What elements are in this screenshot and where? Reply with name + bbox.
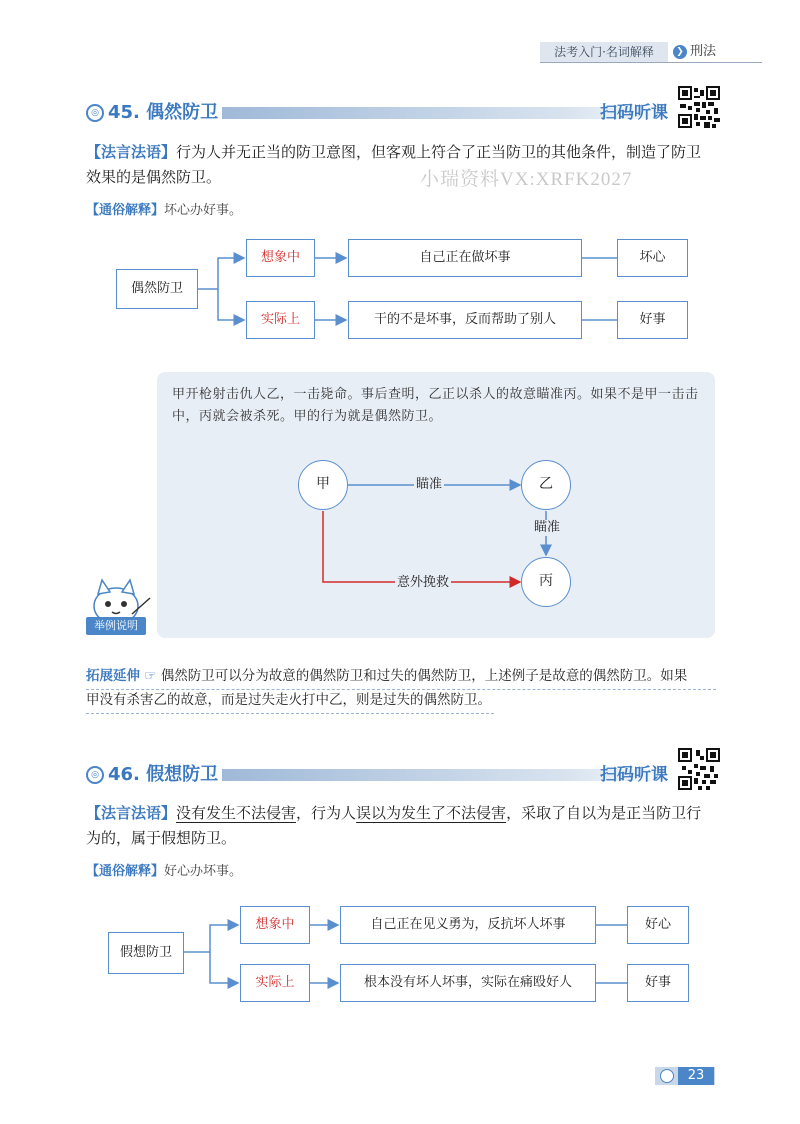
edge-label-jia-bing: 意外挽救 — [397, 575, 450, 590]
example-tag: 举例说明 — [86, 617, 146, 635]
result-actual: 好事 — [617, 301, 688, 339]
section-45-title: 45. 偶然防卫 — [108, 102, 219, 123]
branch-actual: 实际上 — [246, 301, 315, 339]
example-text: 甲开枪射击仇人乙，一击毙命。事后查明，乙正以杀人的故意瞄准丙。如果不是甲一击击中，丙就会被杀死。甲的行为就是偶然防卫。 — [172, 387, 699, 424]
section-46-title: 46. 假想防卫 — [108, 764, 219, 785]
header-subject: 刑法 — [690, 44, 717, 59]
result-imagined: 坏心 — [617, 239, 688, 277]
watermark-text: 小瑞资料VX:XRFK2027 — [420, 169, 633, 190]
branch-imagined: 想象中 — [246, 239, 315, 277]
dashed-rule — [86, 689, 716, 690]
law-label: 【法言法语】 — [86, 143, 177, 161]
extension-label: 拓展延伸 — [86, 668, 140, 684]
content-actual: 根本没有坏人坏事，实际在痛殴好人 — [340, 964, 596, 1002]
node-jia: 甲 — [298, 460, 348, 510]
law-text-line1: 行为人并无正当的防卫意图，但客观上符合了正当防卫的其他条件，制造了防卫 — [176, 143, 702, 161]
extension-line1: 偶然防卫可以分为故意的偶然防卫和过失的偶然防卫，上述例子是故意的偶然防卫。如果 — [160, 668, 688, 684]
law-underlined-1: 没有发生不法侵害 — [176, 804, 297, 822]
page-badge-icon — [660, 1069, 674, 1083]
qr-code-icon[interactable] — [678, 748, 720, 790]
section-badge-icon: ◎ — [86, 766, 104, 784]
result-imagined: 好心 — [627, 906, 689, 944]
extension-block — [86, 664, 726, 712]
section-badge-icon: ◎ — [86, 104, 104, 122]
branch-imagined: 想象中 — [240, 906, 310, 944]
section-46-title-bar — [86, 762, 726, 788]
plain-text: 坏心办好事。 — [164, 203, 243, 218]
content-imagined: 自己正在见义勇为，反抗坏人坏事 — [340, 906, 596, 944]
plain-label: 【通俗解释】 — [86, 203, 165, 218]
law-underlined-2: 误以为发生了不法侵害 — [356, 804, 507, 822]
scan-to-listen-label: 扫码听课 — [600, 765, 668, 785]
dashed-rule — [86, 713, 494, 714]
node-bing: 丙 — [521, 557, 571, 607]
content-actual: 干的不是坏事，反而帮助了别人 — [348, 301, 582, 339]
branch-actual: 实际上 — [240, 964, 310, 1002]
extension-line2: 甲没有杀害乙的故意，而是过失走火打中乙，则是过失的偶然防卫。 — [86, 692, 491, 708]
law-text-line2: 效果的是偶然防卫。 — [86, 168, 222, 186]
page-number: 23 — [678, 1067, 714, 1085]
law-label: 【法言法语】 — [86, 804, 177, 822]
header-chapter-tag: 法考入门·名词解释 — [540, 42, 668, 62]
law-text-line2: 为的，属于假想防卫。 — [86, 829, 237, 847]
root-node: 偶然防卫 — [116, 269, 198, 309]
chevron-right-icon: ❯ — [673, 45, 687, 59]
sec46-plain-explanation — [86, 862, 242, 882]
root-node: 假想防卫 — [108, 932, 184, 974]
pointing-hand-icon: ☞ — [144, 668, 157, 684]
node-yi: 乙 — [521, 460, 571, 510]
edge-label-yi-bing: 瞄准 — [534, 520, 561, 535]
content-imagined: 自己正在做坏事 — [348, 239, 582, 277]
sec46-law-definition — [86, 801, 726, 851]
plain-text: 好心办坏事。 — [164, 864, 243, 879]
result-actual: 好事 — [627, 964, 689, 1002]
law-text-mid: ，行为人 — [296, 804, 357, 822]
plain-label: 【通俗解释】 — [86, 864, 165, 879]
scan-to-listen-label: 扫码听课 — [600, 103, 668, 123]
law-text-tail: ，采取了自以为是正当防卫行 — [506, 804, 702, 822]
edge-label-jia-yi: 瞄准 — [416, 477, 443, 492]
